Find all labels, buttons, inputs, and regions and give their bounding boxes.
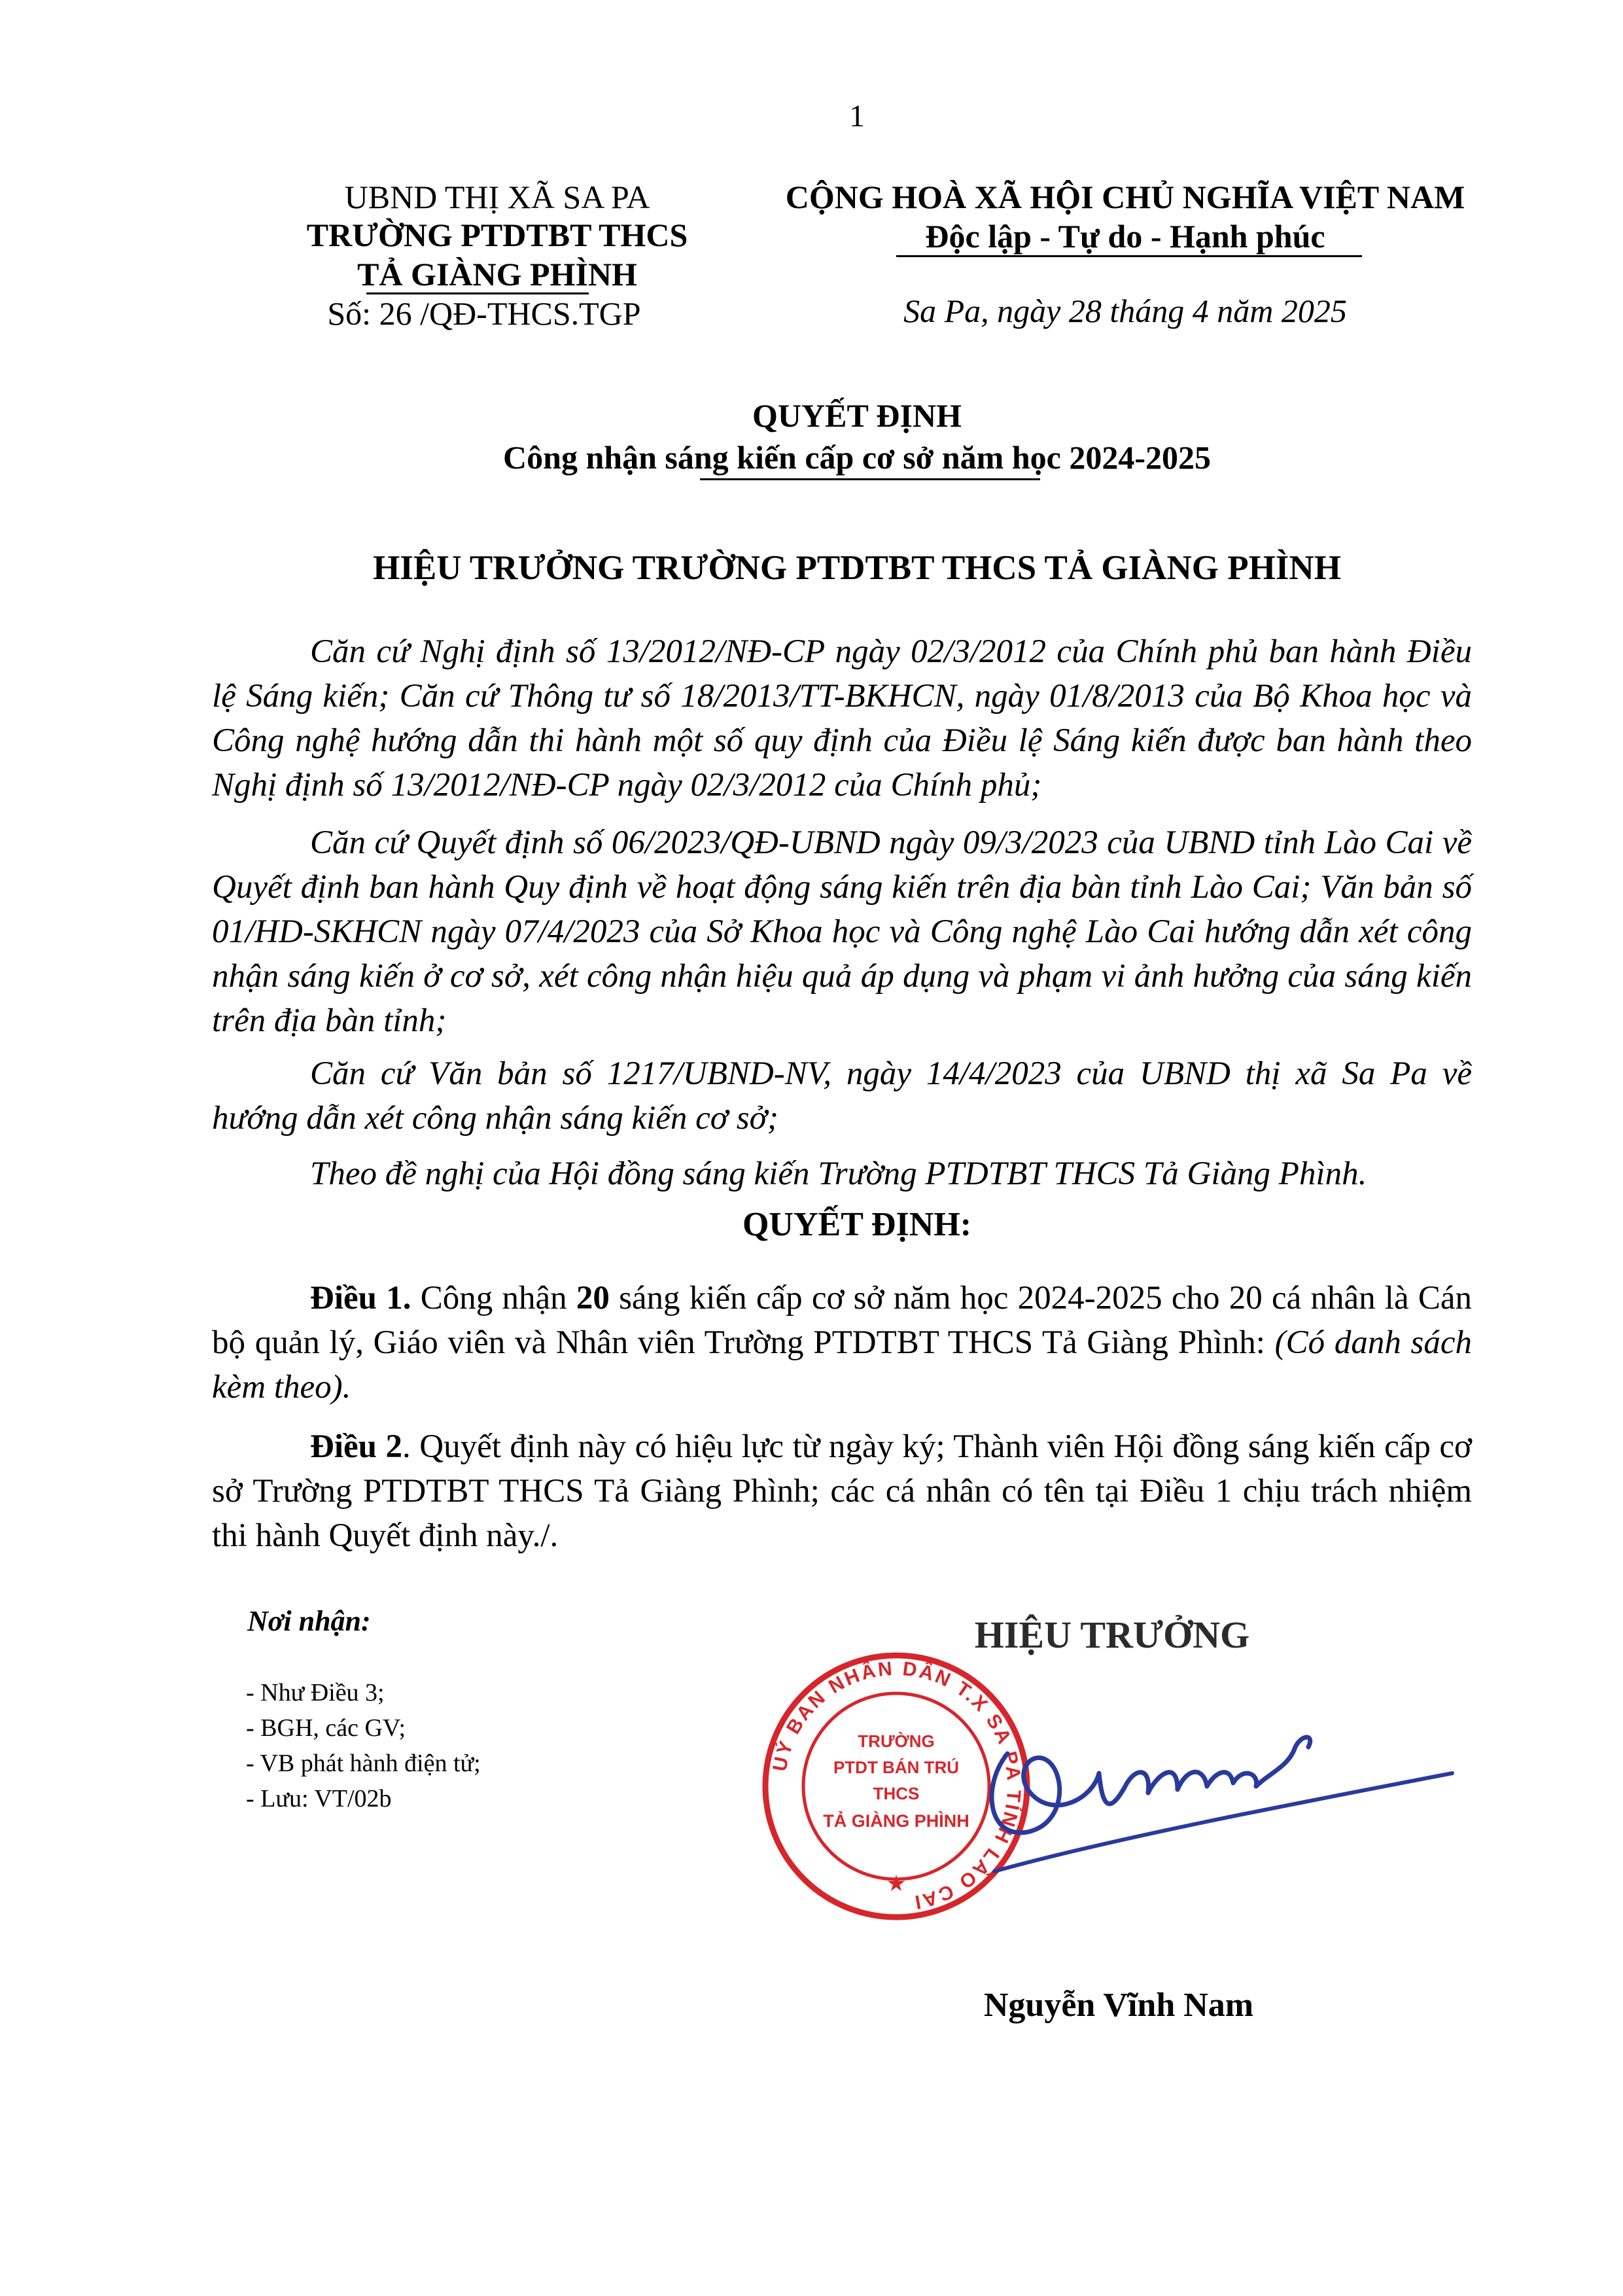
recipients-list — [246, 1675, 481, 1816]
document-number: Số: 26 /QĐ-THCS.TGP — [327, 295, 641, 332]
svg-text:★: ★ — [886, 1871, 907, 1897]
initiative-count: 20 — [576, 1280, 610, 1316]
stamp-line3: THCS — [873, 1784, 920, 1803]
document-subject: Công nhận sáng kiến cấp cơ sở năm học 2024-2025 — [503, 439, 1211, 476]
national-motto: Độc lập - Tự do - Hạnh phúc — [925, 218, 1325, 255]
recipient-item: - VB phát hành điện tử; — [246, 1750, 481, 1777]
header-school-line2: TẢ GIÀNG PHÌNH — [357, 256, 637, 292]
stamp-line2: PTDT BÁN TRÚ — [833, 1757, 960, 1777]
preamble-paragraph-1: Căn cứ Nghị định số 13/2012/NĐ-CP ngày 02/3/2012 của Chính phủ ban hành Điều lệ Sáng kiến; Căn cứ Thông tư số 18/2013/TT-BKHCN, ngày 01/8/2013 của Bộ Khoa học và Công nghệ hướng dẫn thi hành một số quy định của Điều lệ Sáng kiến được ban hành theo Nghị định số 13/2012/NĐ-CP ngày 02/3/2012 của Chính phủ; — [212, 633, 1472, 804]
recipient-item: - BGH, các GV; — [246, 1714, 406, 1742]
article-2-text: . Quyết định này có hiệu lực từ ngày ký; Thành viên Hội đồng sáng kiến cấp cơ sở Trường PTDTBT THCS Tả Giàng Phình; các cá nhân có tên tại Điều 1 chịu trách nhiệm thi hành Quyết định này./. — [212, 1428, 1472, 1554]
stamp-line1: TRƯỜNG — [858, 1731, 935, 1751]
handwritten-signature-icon — [968, 1675, 1465, 1884]
recipient-item: - Như Điều 3; — [246, 1679, 385, 1706]
article-1-text-b: sáng kiến cấp cơ sở năm học 2024-2025 cho 20 cá nhân là Cán bộ quản lý, Giáo viên và Nhân viên Trường PTDTBT THCS Tả Giàng Phình: — [212, 1280, 1473, 1361]
subject-underline — [700, 478, 1040, 480]
signer-name: Nguyễn Vĩnh Nam — [983, 1987, 1254, 2024]
preamble-paragraph-2: Căn cứ Quyết định số 06/2023/QĐ-UBND ngày 09/3/2023 của UBND tỉnh Lào Cai về Quyết định ban hành Quy định về hoạt động sáng kiến trên địa bàn tỉnh Lào Cai; Văn bản số 01/HD-SKHCN ngày 07/4/2023 của Sở Khoa học và Công nghệ Lào Cai hướng dẫn xét công nhận sáng kiến ở cơ sở, xét công nhận hiệu quả áp dụng và phạm vi ảnh hưởng của sáng kiến trên địa bàn tỉnh; — [212, 824, 1472, 1039]
decision-heading: QUYẾT ĐỊNH: — [742, 1206, 972, 1243]
page-number: 1 — [849, 99, 865, 133]
stamp-line4: TẢ GIÀNG PHÌNH — [823, 1811, 969, 1831]
article-1-text-a: Công nhận — [411, 1280, 576, 1316]
article-2-label: Điều 2 — [310, 1428, 402, 1465]
signer-title: HIỆU TRƯỞNG — [974, 1614, 1250, 1656]
issuing-authority: HIỆU TRƯỞNG TRƯỜNG PTDTBT THCS TẢ GIÀNG PHÌNH — [373, 549, 1341, 587]
article-1 — [212, 1276, 1472, 1409]
preamble-paragraph-3: Căn cứ Văn bản số 1217/UBND-NV, ngày 14/4/2023 của UBND thị xã Sa Pa về hướng dẫn xét công nhận sáng kiến cơ sở; — [212, 1055, 1472, 1137]
document-type: QUYẾT ĐỊNH — [752, 397, 962, 434]
article-2 — [212, 1424, 1472, 1558]
article-1-label: Điều 1. — [310, 1280, 411, 1316]
header-school-line1: TRƯỜNG PTDTBT THCS — [306, 217, 688, 253]
motto-underline — [896, 255, 1362, 257]
header-authority-line: UBND THỊ XÃ SA PA — [344, 179, 650, 215]
issue-date: Sa Pa, ngày 28 tháng 4 năm 2025 — [903, 292, 1347, 329]
stamp-outer-text: UỶ BAN NHÂN DÂN T.X SA PA TỈNH LÀO CAI — [769, 1657, 1025, 1913]
national-title: CỘNG HOÀ XÃ HỘI CHỦ NGHĨA VIỆT NAM — [785, 179, 1465, 215]
preamble-paragraph-4: Theo đề nghị của Hội đồng sáng kiến Trường PTDTBT THCS Tả Giàng Phình. — [310, 1156, 1367, 1192]
attachment-note: (Có danh sách kèm theo). — [212, 1324, 1473, 1405]
recipient-item: - Lưu: VT/02b — [246, 1785, 392, 1812]
recipients-title: Nơi nhận: — [247, 1605, 371, 1637]
